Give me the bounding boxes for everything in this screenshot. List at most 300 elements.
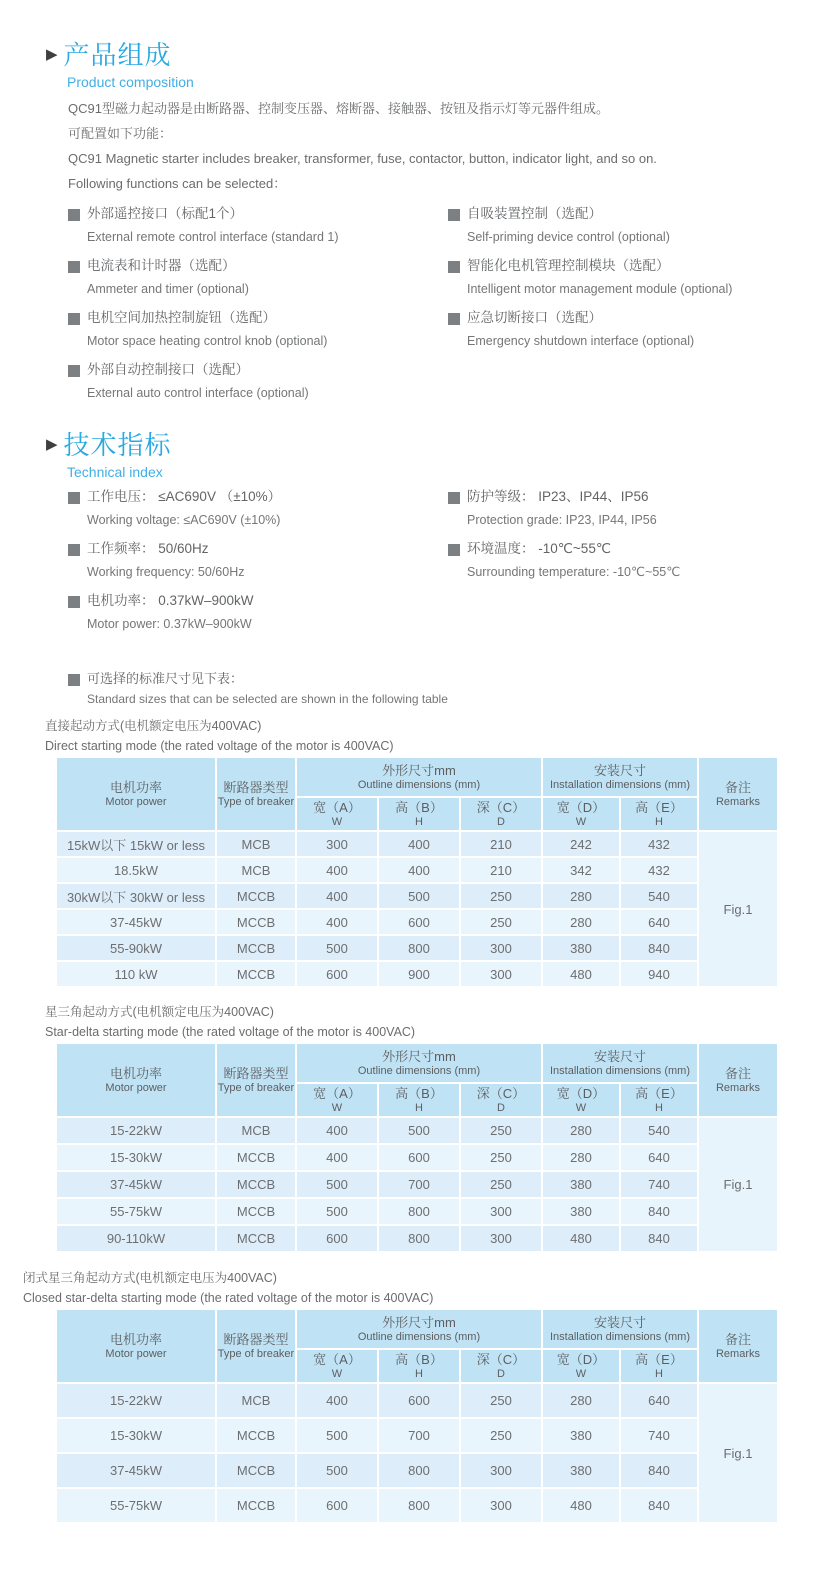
- header-label-cn: 宽（D）: [556, 1352, 606, 1367]
- header-label-cn: 电机功率: [109, 780, 162, 795]
- header-label-cn: 深（C）: [476, 800, 526, 815]
- header-cell: [216, 1309, 296, 1383]
- header-row: [56, 1309, 778, 1349]
- header-label-cn: 高（B）: [395, 800, 443, 815]
- table-row: [56, 1383, 778, 1418]
- header-label-en: W: [331, 1368, 343, 1380]
- table-cell: 400: [296, 857, 378, 883]
- spec-item: [68, 485, 443, 531]
- header-label-cn: 高（B）: [395, 1352, 443, 1367]
- table-cell: 500: [296, 1418, 378, 1453]
- table-row: [56, 1418, 778, 1453]
- table-caption-en: Star-delta starting mode (the rated voltage of the motor is 400VAC): [45, 1025, 416, 1039]
- table-cell: 280: [542, 909, 620, 935]
- feature-label-en: Motor space heating control knob (optional): [87, 334, 328, 348]
- spec-label-en: Motor power: 0.37kW–900kW: [87, 617, 252, 631]
- table-cell: 500: [296, 1171, 378, 1198]
- bullet-square-icon: [448, 313, 460, 325]
- header-row: [56, 757, 778, 797]
- feature-label-en: External auto control interface (optional): [87, 386, 309, 400]
- bullet-square-icon: [68, 674, 80, 686]
- table-cell: 540: [620, 883, 698, 909]
- table-cell: MCB: [216, 857, 296, 883]
- table-cell: MCB: [216, 831, 296, 857]
- table-cell: 210: [460, 857, 542, 883]
- header-label-en: D: [497, 1102, 505, 1114]
- feature-label-en: Emergency shutdown interface (optional): [467, 334, 695, 348]
- bullet-square-icon: [448, 209, 460, 221]
- header-cell: [296, 1083, 378, 1117]
- header-cell: [378, 797, 460, 831]
- header-cell: [698, 1309, 778, 1383]
- spec-item: [448, 485, 823, 531]
- table-cell: 15-30kW: [56, 1144, 216, 1171]
- specs-left-column: [68, 485, 443, 641]
- table-cell: 600: [296, 961, 378, 987]
- table-row: [56, 1144, 778, 1171]
- header-cell: [542, 1349, 620, 1383]
- header-label-en: D: [497, 816, 505, 828]
- table-cell: 500: [378, 1117, 460, 1144]
- header-label-en: D: [497, 1368, 505, 1380]
- table-cell: 280: [542, 1383, 620, 1418]
- header-label-cn: 宽（D）: [556, 1086, 606, 1101]
- table-cell: 15-22kW: [56, 1383, 216, 1418]
- table-cell: 840: [620, 1225, 698, 1252]
- table-row: [56, 1488, 778, 1523]
- header-cell: [296, 1309, 542, 1349]
- feature-label-cn: 电机空间加热控制旋钮（选配）: [87, 310, 276, 325]
- table-cell: 342: [542, 857, 620, 883]
- table-cell: MCCB: [216, 883, 296, 909]
- table-caption-cn: 直接起动方式(电机额定电压为400VAC): [45, 719, 262, 733]
- bullet-square-icon: [68, 313, 80, 325]
- header-label-cn: 高（E）: [635, 800, 683, 815]
- table-block-closed-star-delta: [23, 1268, 779, 1524]
- header-label-en: H: [415, 816, 423, 828]
- header-label-en: H: [655, 1102, 663, 1114]
- table-cell: 940: [620, 961, 698, 987]
- table-cell: 400: [296, 883, 378, 909]
- table-cell: 600: [378, 1383, 460, 1418]
- specs-right-column: [448, 485, 823, 589]
- paragraph: 可配置如下功能：: [68, 126, 173, 141]
- table-caption-cn: 闭式星三角起动方式(电机额定电压为400VAC): [23, 1271, 277, 1285]
- table-cell: 15kW以下 15kW or less: [56, 831, 216, 857]
- table-cell: 840: [620, 1198, 698, 1225]
- table-cell: 380: [542, 1171, 620, 1198]
- header-label-en: H: [655, 816, 663, 828]
- header-label-en: W: [331, 816, 343, 828]
- table-cell: 640: [620, 1383, 698, 1418]
- header-label-en: Outline dimensions (mm): [357, 1065, 481, 1077]
- section-arrow-icon: ▶: [46, 46, 58, 63]
- header-label-cn: 宽（D）: [556, 800, 606, 815]
- table-cell: 380: [542, 1453, 620, 1488]
- header-label-en: Motor power: [105, 1082, 167, 1094]
- table-caption: [45, 1002, 779, 1042]
- table-cell: 840: [620, 1488, 698, 1523]
- header-label-cn: 安装尺寸: [593, 1049, 646, 1064]
- table-cell: 300: [460, 1225, 542, 1252]
- section-product-composition-header: [46, 40, 194, 92]
- header-label-en: Remarks: [715, 1082, 760, 1094]
- table-cell: 700: [378, 1418, 460, 1453]
- table-cell: 280: [542, 1144, 620, 1171]
- header-label-cn: 外形尺寸mm: [382, 1315, 456, 1330]
- table-cell: 640: [620, 1144, 698, 1171]
- table-caption-cn: 星三角起动方式(电机额定电压为400VAC): [45, 1005, 274, 1019]
- header-label-en: Installation dimensions (mm): [550, 1065, 690, 1077]
- remarks-cell: Fig.1: [698, 1383, 778, 1523]
- table-cell: 250: [460, 883, 542, 909]
- spec-label-cn: 工作频率： 50/60Hz: [87, 541, 209, 556]
- table-cell: 800: [378, 1225, 460, 1252]
- table-cell: MCCB: [216, 1418, 296, 1453]
- header-label-cn: 高（B）: [395, 1086, 443, 1101]
- table-cell: 400: [378, 857, 460, 883]
- header-label-cn: 深（C）: [476, 1352, 526, 1367]
- table-cell: MCB: [216, 1383, 296, 1418]
- table-cell: 800: [378, 1453, 460, 1488]
- table-cell: 37-45kW: [56, 1453, 216, 1488]
- bullet-square-icon: [448, 261, 460, 273]
- table-cell: 480: [542, 961, 620, 987]
- table-cell: 300: [460, 1198, 542, 1225]
- features-left-column: [68, 202, 443, 410]
- table-cell: 250: [460, 1171, 542, 1198]
- header-label-en: W: [575, 1368, 587, 1380]
- header-label-cn: 高（E）: [635, 1352, 683, 1367]
- header-cell: [378, 1083, 460, 1117]
- table-cell: 600: [378, 1144, 460, 1171]
- paragraph: Following functions can be selected：: [68, 176, 287, 191]
- table-row: [56, 961, 778, 987]
- table-note-en: Standard sizes that can be selected are shown in the following table: [87, 692, 448, 706]
- spec-label-en: Surrounding temperature: -10℃~55℃: [467, 565, 681, 579]
- table-cell: 300: [460, 1488, 542, 1523]
- section-title-cn: 产品组成: [63, 40, 172, 70]
- header-cell: [620, 1083, 698, 1117]
- table-cell: 640: [620, 909, 698, 935]
- table-cell: 740: [620, 1171, 698, 1198]
- header-label-cn: 备注: [724, 780, 751, 795]
- table-cell: MCCB: [216, 1488, 296, 1523]
- table-cell: 242: [542, 831, 620, 857]
- spec-label-en: Protection grade: IP23, IP44, IP56: [467, 513, 657, 527]
- feature-label-cn: 智能化电机管理控制模块（选配）: [467, 258, 670, 273]
- spec-label-cn: 防护等级： IP23、IP44、IP56: [467, 489, 649, 504]
- feature-label-cn: 电流表和计时器（选配）: [87, 258, 236, 273]
- remarks-cell: Fig.1: [698, 831, 778, 987]
- bullet-square-icon: [448, 492, 460, 504]
- feature-item: [68, 254, 443, 300]
- dimensions-table-direct: [55, 756, 779, 988]
- table-cell: 740: [620, 1418, 698, 1453]
- header-label-cn: 电机功率: [109, 1332, 162, 1347]
- table-cell: 110 kW: [56, 961, 216, 987]
- paragraph: QC91型磁力起动器是由断路器、控制变压器、熔断器、接触器、按钮及指示灯等元器件组成。: [68, 101, 609, 116]
- header-cell: [56, 757, 216, 831]
- header-cell: [620, 797, 698, 831]
- table-cell: 600: [296, 1488, 378, 1523]
- table-cell: 300: [460, 961, 542, 987]
- header-label-cn: 外形尺寸mm: [382, 1049, 456, 1064]
- table-caption-en: Closed star-delta starting mode (the rated voltage of the motor is 400VAC): [23, 1291, 434, 1305]
- header-cell: [542, 1083, 620, 1117]
- table-cell: 250: [460, 1144, 542, 1171]
- table-row: [56, 1453, 778, 1488]
- header-row: [56, 1043, 778, 1083]
- header-label-cn: 宽（A）: [313, 1352, 361, 1367]
- header-label-cn: 备注: [724, 1066, 751, 1081]
- header-label-cn: 断路器类型: [223, 1332, 289, 1347]
- spec-label-cn: 电机功率： 0.37kW–900kW: [87, 593, 254, 608]
- header-cell: [542, 1309, 698, 1349]
- table-cell: MCCB: [216, 1453, 296, 1488]
- table-cell: 250: [460, 909, 542, 935]
- table-cell: 300: [460, 935, 542, 961]
- feature-label-en: External remote control interface (standard 1): [87, 230, 339, 244]
- feature-label-cn: 外部遥控接口（标配1个）: [87, 206, 244, 221]
- table-note: [68, 668, 448, 710]
- header-label-en: W: [575, 1102, 587, 1114]
- table-cell: 55-90kW: [56, 935, 216, 961]
- header-label-cn: 安装尺寸: [593, 1315, 646, 1330]
- table-cell: MCCB: [216, 1225, 296, 1252]
- header-cell: [216, 757, 296, 831]
- bullet-square-icon: [68, 544, 80, 556]
- section-title-en: Technical index: [67, 464, 163, 480]
- table-row: [56, 935, 778, 961]
- feature-item: [68, 306, 443, 352]
- header-label-cn: 断路器类型: [223, 780, 289, 795]
- header-cell: [698, 1043, 778, 1117]
- table-cell: 55-75kW: [56, 1198, 216, 1225]
- header-label-cn: 电机功率: [109, 1066, 162, 1081]
- bullet-square-icon: [68, 261, 80, 273]
- header-cell: [296, 1043, 542, 1083]
- table-cell: 800: [378, 1488, 460, 1523]
- feature-item: [68, 358, 443, 404]
- spec-label-en: Working frequency: 50/60Hz: [87, 565, 245, 579]
- header-cell: [542, 1043, 698, 1083]
- header-cell: [296, 1349, 378, 1383]
- header-label-en: Motor power: [105, 1348, 167, 1360]
- spec-label-en: Working voltage: ≤AC690V (±10%): [87, 513, 281, 527]
- spec-item: [448, 537, 823, 583]
- header-label-en: Installation dimensions (mm): [550, 779, 690, 791]
- header-label-cn: 备注: [724, 1332, 751, 1347]
- header-cell: [542, 797, 620, 831]
- header-cell: [296, 797, 378, 831]
- table-row: [56, 1117, 778, 1144]
- spec-label-cn: 环境温度： -10℃~55℃: [467, 541, 611, 556]
- header-cell: [460, 1083, 542, 1117]
- table-row: [56, 831, 778, 857]
- header-label-en: H: [415, 1368, 423, 1380]
- header-cell: [296, 757, 542, 797]
- header-cell: [56, 1309, 216, 1383]
- header-label-cn: 宽（A）: [313, 800, 361, 815]
- dimensions-table-closed-star-delta: [55, 1308, 779, 1524]
- header-cell: [378, 1349, 460, 1383]
- bullet-square-icon: [448, 544, 460, 556]
- table-row: [56, 883, 778, 909]
- features-right-column: [448, 202, 823, 358]
- paragraph: QC91 Magnetic starter includes breaker, transformer, fuse, contactor, button, indicator light, and so on.: [68, 151, 657, 166]
- table-cell: 500: [296, 1453, 378, 1488]
- header-cell: [460, 797, 542, 831]
- table-cell: MCCB: [216, 1171, 296, 1198]
- header-label-en: Type of breaker: [217, 796, 295, 808]
- table-cell: 500: [378, 883, 460, 909]
- table-cell: 250: [460, 1418, 542, 1453]
- feature-label-en: Intelligent motor management module (optional): [467, 282, 733, 296]
- table-block-star-delta: [45, 1002, 779, 1253]
- header-label-en: W: [575, 816, 587, 828]
- header-label-en: W: [331, 1102, 343, 1114]
- intro-paragraphs: [68, 96, 657, 196]
- header-cell: [56, 1043, 216, 1117]
- table-cell: 55-75kW: [56, 1488, 216, 1523]
- table-cell: 400: [296, 1117, 378, 1144]
- section-arrow-icon: ▶: [46, 436, 58, 453]
- feature-label-en: Self-priming device control (optional): [467, 230, 670, 244]
- table-cell: 15-22kW: [56, 1117, 216, 1144]
- table-cell: 250: [460, 1383, 542, 1418]
- table-cell: 380: [542, 935, 620, 961]
- table-cell: 540: [620, 1117, 698, 1144]
- header-label-en: Outline dimensions (mm): [357, 1331, 481, 1343]
- table-cell: 18.5kW: [56, 857, 216, 883]
- table-cell: 380: [542, 1418, 620, 1453]
- table-cell: 800: [378, 1198, 460, 1225]
- header-label-en: H: [415, 1102, 423, 1114]
- header-cell: [542, 757, 698, 797]
- table-cell: 37-45kW: [56, 909, 216, 935]
- table-cell: 30kW以下 30kW or less: [56, 883, 216, 909]
- table-cell: 300: [460, 1453, 542, 1488]
- feature-item: [448, 306, 823, 352]
- table-cell: 432: [620, 831, 698, 857]
- table-cell: 600: [378, 909, 460, 935]
- table-cell: MCCB: [216, 1144, 296, 1171]
- table-row: [56, 909, 778, 935]
- feature-label-cn: 应急切断接口（选配）: [467, 310, 602, 325]
- table-cell: MCCB: [216, 935, 296, 961]
- header-label-en: Type of breaker: [217, 1082, 295, 1094]
- spec-label-cn: 工作电压： ≤AC690V （±10%）: [87, 489, 282, 504]
- table-cell: 280: [542, 1117, 620, 1144]
- spec-item: [68, 537, 443, 583]
- header-label-cn: 高（E）: [635, 1086, 683, 1101]
- table-cell: MCCB: [216, 961, 296, 987]
- bullet-square-icon: [68, 365, 80, 377]
- table-cell: 300: [296, 831, 378, 857]
- table-cell: 90-110kW: [56, 1225, 216, 1252]
- table-cell: MCB: [216, 1117, 296, 1144]
- table-caption-en: Direct starting mode (the rated voltage of the motor is 400VAC): [45, 739, 394, 753]
- header-label-en: Remarks: [715, 796, 760, 808]
- header-cell: [460, 1349, 542, 1383]
- table-cell: 280: [542, 883, 620, 909]
- header-label-en: Remarks: [715, 1348, 760, 1360]
- table-cell: 900: [378, 961, 460, 987]
- table-row: [56, 1198, 778, 1225]
- table-cell: MCCB: [216, 1198, 296, 1225]
- table-caption: [23, 1268, 779, 1308]
- header-label-cn: 断路器类型: [223, 1066, 289, 1081]
- table-cell: 480: [542, 1225, 620, 1252]
- table-cell: 480: [542, 1488, 620, 1523]
- header-label-cn: 外形尺寸mm: [382, 763, 456, 778]
- table-cell: 37-45kW: [56, 1171, 216, 1198]
- feature-label-cn: 外部自动控制接口（选配）: [87, 362, 249, 377]
- table-cell: 432: [620, 857, 698, 883]
- table-caption: [45, 716, 779, 756]
- dimensions-table-star-delta: [55, 1042, 779, 1253]
- table-cell: 840: [620, 1453, 698, 1488]
- header-label-cn: 深（C）: [476, 1086, 526, 1101]
- table-row: [56, 1225, 778, 1252]
- feature-item: [448, 202, 823, 248]
- table-cell: 380: [542, 1198, 620, 1225]
- table-cell: 840: [620, 935, 698, 961]
- header-cell: [620, 1349, 698, 1383]
- feature-label-cn: 自吸装置控制（选配）: [467, 206, 602, 221]
- table-cell: 250: [460, 1117, 542, 1144]
- table-cell: 400: [378, 831, 460, 857]
- table-note-cn: 可选择的标准尺寸见下表：: [87, 671, 244, 686]
- table-block-direct-starting: [45, 716, 779, 988]
- feature-item: [68, 202, 443, 248]
- header-cell: [698, 757, 778, 831]
- table-cell: 400: [296, 1383, 378, 1418]
- section-technical-index-header: [46, 430, 172, 482]
- header-label-en: Outline dimensions (mm): [357, 779, 481, 791]
- table-cell: 400: [296, 909, 378, 935]
- remarks-cell: Fig.1: [698, 1117, 778, 1252]
- spec-item: [68, 589, 443, 635]
- section-title-en: Product composition: [67, 74, 194, 90]
- header-label-en: Type of breaker: [217, 1348, 295, 1360]
- table-cell: 210: [460, 831, 542, 857]
- bullet-square-icon: [68, 492, 80, 504]
- section-title-cn: 技术指标: [63, 430, 172, 460]
- table-cell: 500: [296, 1198, 378, 1225]
- table-row: [56, 1171, 778, 1198]
- feature-label-en: Ammeter and timer (optional): [87, 282, 249, 296]
- table-cell: MCCB: [216, 909, 296, 935]
- bullet-square-icon: [68, 596, 80, 608]
- table-cell: 800: [378, 935, 460, 961]
- header-label-en: Installation dimensions (mm): [550, 1331, 690, 1343]
- header-cell: [216, 1043, 296, 1117]
- header-label-cn: 安装尺寸: [593, 763, 646, 778]
- table-cell: 400: [296, 1144, 378, 1171]
- feature-item: [448, 254, 823, 300]
- table-cell: 700: [378, 1171, 460, 1198]
- table-cell: 600: [296, 1225, 378, 1252]
- table-cell: 500: [296, 935, 378, 961]
- header-label-en: H: [655, 1368, 663, 1380]
- header-label-en: Motor power: [105, 796, 167, 808]
- table-cell: 15-30kW: [56, 1418, 216, 1453]
- bullet-square-icon: [68, 209, 80, 221]
- header-label-cn: 宽（A）: [313, 1086, 361, 1101]
- table-row: [56, 857, 778, 883]
